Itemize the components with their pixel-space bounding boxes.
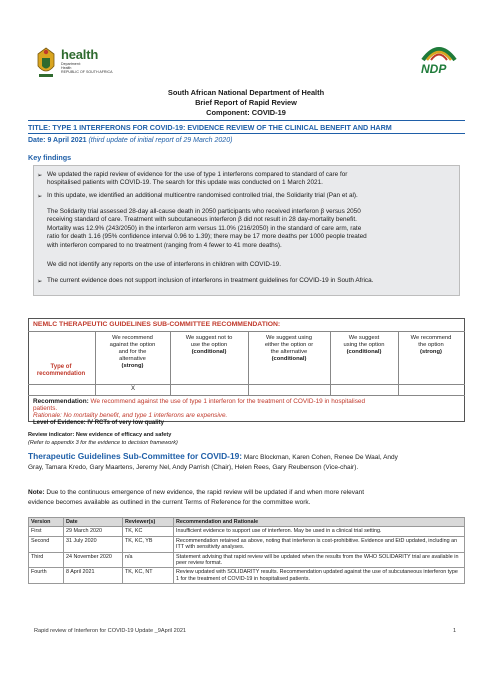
subcommittee-members: Therapeutic Guidelines Sub-Committee for COVID-19: Marc Blockman, Karen Cohen, Renee De Waal, Andy Gray, Tamara Kredo, Gary Maartens, Jeremy Nel, Andy Parrish (Chair), Helen Rees, Gary Reubenson (Vice-chair). [28,451,398,471]
key-finding-4: We did not identify any reports on the use of interferons in children with COVID-19. [47,261,281,268]
table-header-row [29,518,465,527]
table-cell: Review updated with SOLIDARITY results. Recommendation updated against the use of subcutaneous interferon type 1 for the treatment of COVID-19 in hospitalised patients. [174,568,465,584]
key-finding-5: The current evidence does not support inclusion of interferons in treatment guidelines for COVID-19 in South Africa. [47,277,374,284]
table-cell: 24 November 2020 [64,552,123,568]
table-row [29,552,465,568]
option-conditional-either: We suggest using either the option or the alternative (conditional) [264,335,314,362]
selected-option-mark: X [131,386,136,392]
table-cell: First [29,527,64,536]
table-row [29,527,465,536]
report-date: Date: 9 April 2021 (third update of initial report of 29 March 2020) [28,137,233,144]
recommendation-heading: NEMLC THERAPEUTIC GUIDELINES SUB-COMMITTEE RECOMMENDATION: [33,321,281,328]
table-cell: 31 July 2020 [64,536,123,552]
page-number: 1 [453,628,457,634]
health-logo-subtext: Department: Health REPUBLIC OF SOUTH AFRICA [61,62,113,75]
rec-divider [28,384,465,385]
appendix-reference: (Refer to appendix 3 for the evidence to decision framework) [28,440,178,446]
level-of-evidence: Level of Evidence: IV RCTs of very low quality [33,420,164,426]
table-cell: Statement advising that rapid review will be updated when the results from the WHO SOLIDARITY trial are available in peer review format. [174,552,465,568]
title-rule-top [28,120,465,121]
column-header: Reviewer(s) [123,518,174,527]
document-title: TITLE: TYPE 1 INTERFERONS FOR COVID-19: EVIDENCE REVIEW OF THE CLINICAL BENEFIT AND HARM [28,123,392,132]
table-row [29,568,465,584]
arrow-bullet-icon: ➢ [37,172,43,179]
department-name: South African National Department of Health [167,88,325,97]
footer-document-name: Rapid review of Interferon for COVID-19 Update _9April 2021 [34,628,187,634]
option-conditional-for: We suggest using the option (conditional) [343,335,385,355]
review-indicator: Review indicator: New evidence of efficacy and safety [28,432,172,438]
column-header: Version [29,518,64,527]
table-cell: Third [29,552,64,568]
table-cell: 29 March 2020 [64,527,123,536]
table-cell: TK, KC, YB [123,536,174,552]
table-cell: Second [29,536,64,552]
key-finding-2: In this update, we identified an additional multicentre randomised controlled trial, the Solidarity trial (Pan et al). [47,192,358,199]
option-strong-for: We recommend the option (strong) [410,335,452,355]
ndp-logo-word: NDP [421,62,447,76]
table-cell: Insufficient evidence to support use of interferon. May be used in a clinical trial setting. [174,527,465,536]
option-strong-against: We recommend against the option and for the alternative (strong) [109,335,156,369]
table-cell: TK, KC, NT [123,568,174,584]
coat-of-arms-icon [34,46,58,80]
health-logo-word: health [61,47,99,62]
recommendation-statement-cont: patients. [33,405,58,412]
recommendation-rationale: Rationale: No mortality benefit, and type 1 interferons are expensive. [33,412,228,419]
table-cell: Recommendation retained as above, noting that interferon is cost-prohibitive. Evidence and EtD updated, including an ITT with sensitivity analyses. [174,536,465,552]
type-of-recommendation-label: Type of recommendation [36,364,86,378]
key-finding-1: We updated the rapid review of evidence for the use of type 1 interferons compared to standard of care for hospitalised patients with COVID-19. The search for this update was conducted on 1 March 2021. [47,171,348,187]
table-cell: n/a [123,552,174,568]
option-conditional-against: We suggest not to use the option (conditional) [185,335,233,355]
health-department-logo [34,46,144,82]
key-finding-3: The Solidarity trial assessed 28-day all-cause death in 2050 participants who received interferon β versus 2050 receiving standard of care. Treatment with subcutaneous interferon β did not result in 28 day-mortality benefit. Mortality was 12.9% (243/2050) in the interferon arm versus 11.0% (216/2050) in the standard of care arm, rate ratio for death 1.16 (95% confidence interval 0.96 to 1.39); there may be 17 more deaths per 1000 people treated with interferon compared to no treatment (ranging from 4 fewer to 41 more deaths). [47,208,367,249]
key-findings-heading: Key findings [28,153,72,162]
rec-divider [28,395,465,396]
arrow-bullet-icon: ➢ [37,193,43,200]
component-label: Component: COVID-19 [206,108,286,117]
column-header: Recommendation and Rationale [174,518,465,527]
column-header: Date [64,518,123,527]
version-history-table [28,517,465,584]
title-rule-bottom [28,133,465,134]
ndp-logo [417,40,461,78]
table-row [29,536,465,552]
recommendation-statement: Recommendation: We recommend against the use of type 1 interferon for the treatment of COVID-19 in hospitalised [33,398,365,405]
table-cell: TK, KC [123,527,174,536]
table-cell: Fourth [29,568,64,584]
report-type: Brief Report of Rapid Review [195,98,297,107]
update-note: Note: Due to the continuous emergence of new evidence, the rapid review will be updated if and when more relevant evidence becomes available as outlined in the current Terms of Reference for the committee work. [28,489,365,506]
arrow-bullet-icon: ➢ [37,278,43,285]
table-cell: 8 April 2021 [64,568,123,584]
